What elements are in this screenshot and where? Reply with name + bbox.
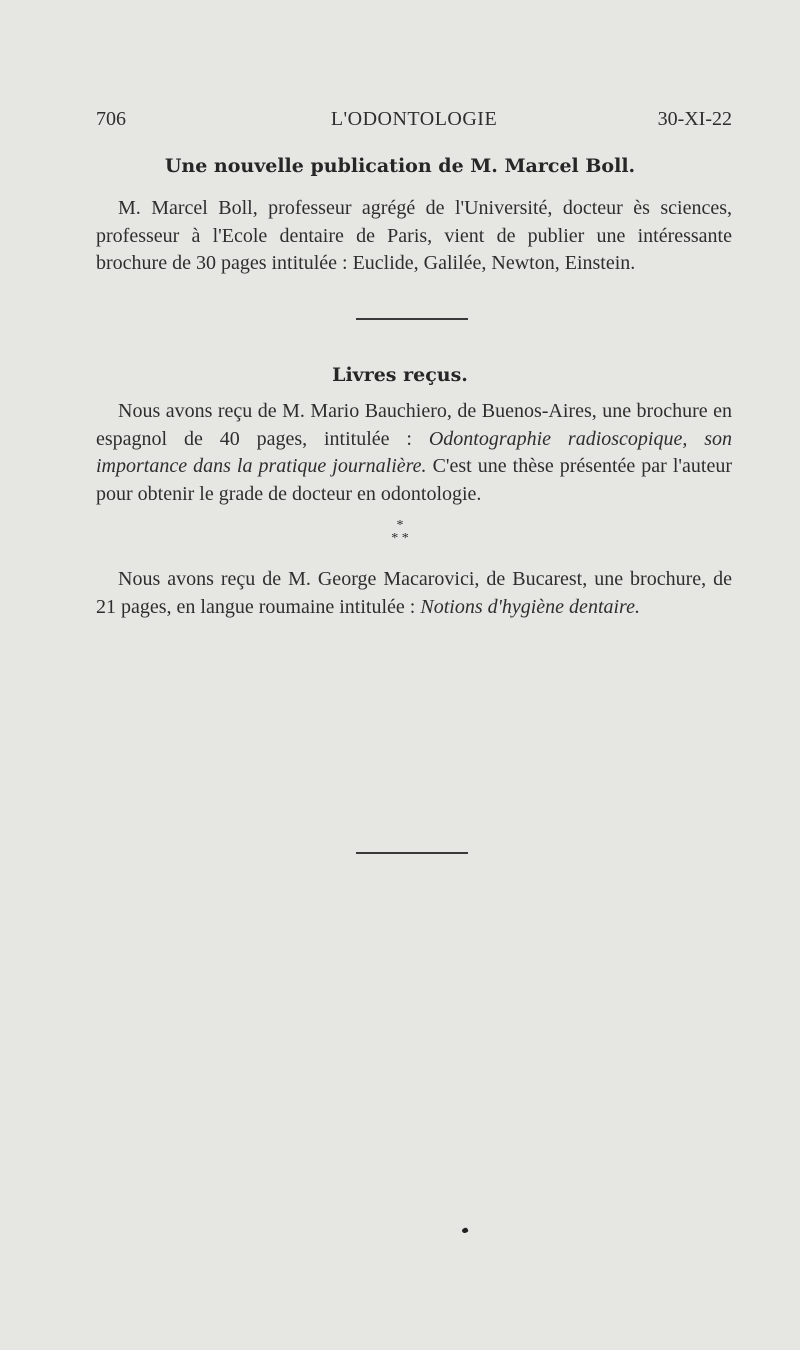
asterism-top: * — [396, 518, 404, 533]
paragraph-bauchiero — [96, 398, 732, 508]
issue-date: 30-XI-22 — [657, 108, 732, 130]
paragraph-boll: M. Marcel Boll, professeur agrégé de l'Université, docteur ès sciences, professeur à l'Ecole dentaire de Paris, vient de publier une intéressante brochure de 30 pages intitulée : Euclide, Galilée, Newton, Einstein. — [96, 197, 732, 274]
section-divider — [356, 318, 468, 320]
bottom-divider — [356, 852, 468, 854]
bauchiero-title: Odontographie radioscopique, son importance dans la pratique journalière. — [96, 427, 732, 477]
running-head — [96, 108, 732, 132]
bauchiero-text: Nous avons reçu de M. Mario Bauchiero, de Buenos-Aires, une brochure en espagnol de 40 pages, intitulée : — [96, 400, 732, 450]
journal-title: L'ODONTOLOGIE — [330, 108, 498, 130]
section-heading-boll: Une nouvelle publication de M. Marcel Boll. — [164, 155, 636, 177]
ink-speck — [461, 1227, 469, 1234]
page-number: 706 — [96, 108, 126, 130]
asterism-bottom: * * — [391, 531, 409, 546]
paragraph-macarovici — [96, 566, 732, 621]
bauchiero-tail: C'est une thèse présentée par l'auteur pour obtenir le grade de docteur en odontologie. — [96, 455, 732, 505]
asterism — [0, 519, 800, 545]
macarovici-title: Notions d'hygiène dentaire. — [420, 595, 640, 618]
macarovici-text: Nous avons reçu de M. George Macarovici, de Bucarest, une brochure, de 21 pages, en langue roumaine intitulée : — [96, 568, 732, 618]
section-heading-livres: Livres reçus. — [332, 364, 468, 386]
